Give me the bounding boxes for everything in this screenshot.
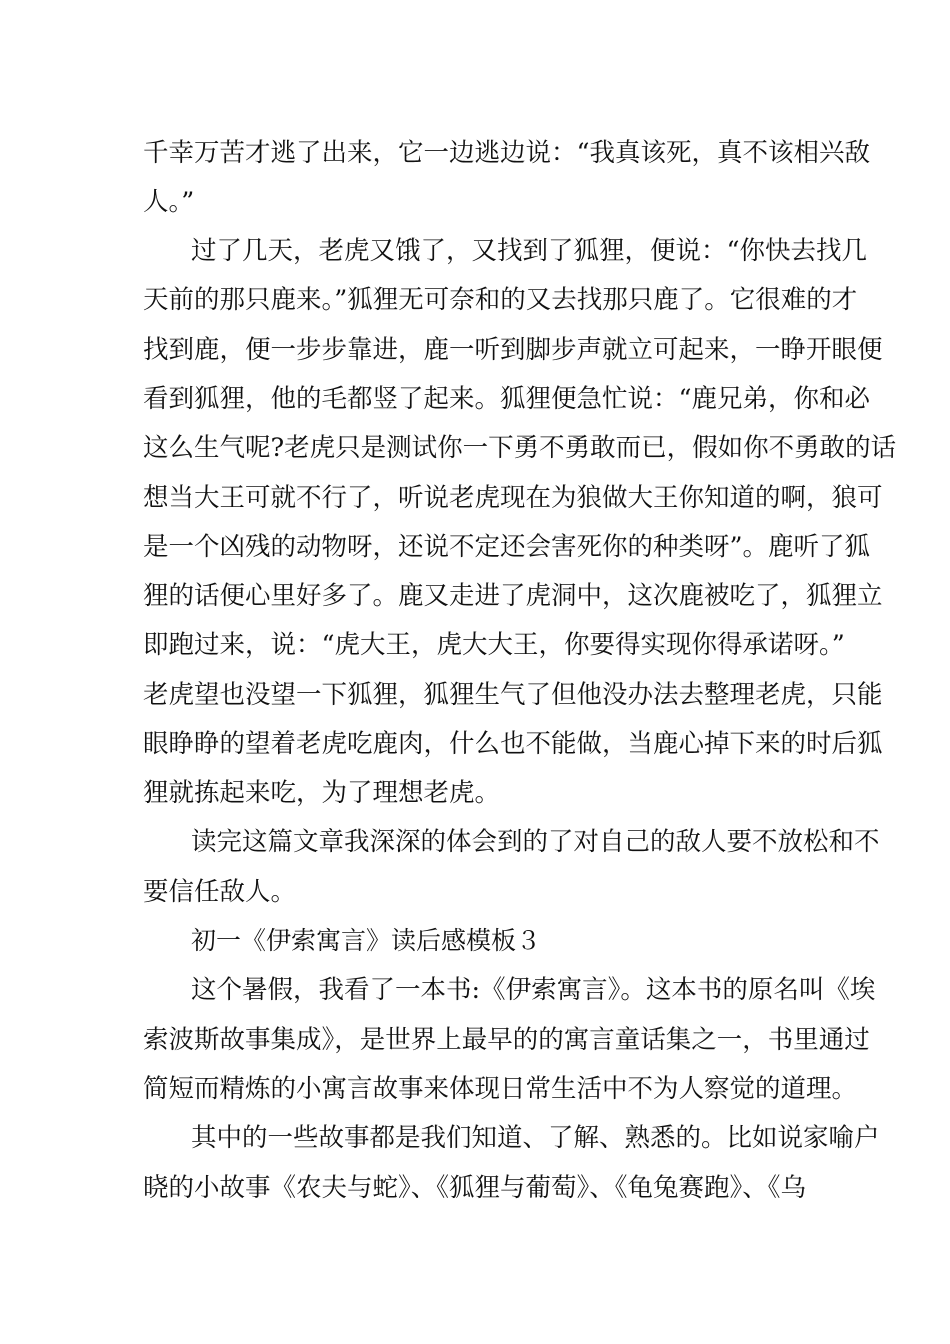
text-line: 狸的话便心里好多了。鹿又走进了虎洞中，这次鹿被吃了，狐狸立: [143, 581, 883, 611]
text-line: 要信任敌人。: [143, 877, 297, 907]
section-heading: 初一《伊索寓言》读后感模板３: [191, 926, 542, 955]
paragraph-start-line: 这个暑假，我看了一本书:《伊索寓言》。这本书的原名叫《埃: [191, 975, 876, 1005]
paragraph-start-line: 其中的一些故事都是我们知道、了解、熟悉的。比如说家喻户: [191, 1123, 880, 1153]
text-line: 想当大王可就不行了，听说老虎现在为狼做大王你知道的啊，狼可: [143, 483, 883, 513]
text-line: 索波斯故事集成》，是世界上最早的的寓言童话集之一，书里通过: [143, 1025, 870, 1055]
paragraph-start-line: 过了几天，老虎又饿了，又找到了狐狸，便说：“你快去找几: [191, 236, 868, 266]
text-line: 天前的那只鹿来。”狐狸无可奈和的又去找那只鹿了。它很难的才: [143, 285, 858, 315]
text-line: 简短而精炼的小寓言故事来体现日常生活中不为人察觉的道理。: [143, 1074, 858, 1104]
text-line: 晓的小故事《农夫与蛇》、《狐狸与葡萄》、《龟兔赛跑》、《乌: [143, 1173, 807, 1203]
text-line: 老虎望也没望一下狐狸，狐狸生气了但他没办法去整理老虎，只能: [143, 680, 883, 710]
text-line: 找到鹿，便一步步靠进，鹿一听到脚步声就立可起来，一睁开眼便: [143, 335, 883, 365]
text-line: 看到狐狸，他的毛都竖了起来。狐狸便急忙说：“鹿兄弟，你和必: [143, 384, 871, 414]
text-line: 即跑过来，说：“虎大王，虎大大王，你要得实现你得承诺呀。”: [143, 630, 845, 660]
text-line: 眼睁睁的望着老虎吃鹿肉，什么也不能做，当鹿心掉下来的时后狐: [143, 729, 883, 759]
text-line: 人。”: [143, 187, 195, 217]
text-line: 这么生气呢?老虎只是测试你一下勇不勇敢而已，假如你不勇敢的话: [143, 433, 897, 463]
paragraph-start-line: 读完这篇文章我深深的体会到的了对自己的敌人要不放松和不: [191, 827, 880, 857]
text-line: 千幸万苦才逃了出来，它一边逃边说：“我真该死，真不该相兴敌: [143, 138, 871, 168]
text-line: 是一个凶残的动物呀，还说不定还会害死你的种类呀”。鹿听了狐: [143, 532, 871, 562]
text-line: 狸就拣起来吃，为了理想老虎。: [143, 778, 501, 808]
